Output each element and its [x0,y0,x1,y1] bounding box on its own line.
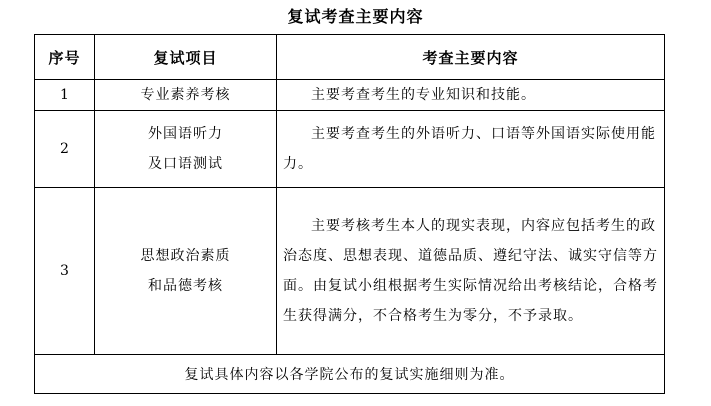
row-content [277,80,665,111]
row-item-line: 和品德考核 [148,278,223,294]
row-number: 2 [35,111,95,188]
row-item-line: 外国语听力 [148,126,223,142]
table-footer-row [35,355,665,394]
header-item: 复试项目 [95,35,277,80]
row-item-line: 专业素养考核 [140,87,231,103]
header-no: 序号 [35,35,95,80]
row-content-text: 主要考核考生本人的现实表现，内容应包括考生的政治态度、思想表现、道德品质、遵纪守法、诚实守信等方面。由复试小组根据考生实际情况给出考核结论，合格考生获得满分，不合格考生为零分，不予录取。 [283,218,658,324]
row-content [277,111,665,188]
row-number: 3 [35,188,95,355]
row-content-text: 主要考查考生的专业知识和技能。 [311,87,536,103]
header-content: 考查主要内容 [277,35,665,80]
table-row [35,80,665,111]
table-footer-note: 复试具体内容以各学院公布的复试实施细则为准。 [35,355,665,394]
row-item [95,188,277,355]
row-item [95,80,277,111]
row-item-line: 思想政治素质 [140,248,231,264]
row-number: 1 [35,80,95,111]
row-content [277,188,665,355]
document-title: 复试考查主要内容 [287,7,424,26]
table-row [35,111,665,188]
row-item-line: 及口语测试 [148,156,223,172]
row-content-text: 主要考查考生的外语听力、口语等外国语实际使用能力。 [283,126,656,172]
table-header-row [35,35,665,80]
requirements-table [34,34,665,394]
row-item [95,111,277,188]
table-row [35,188,665,355]
